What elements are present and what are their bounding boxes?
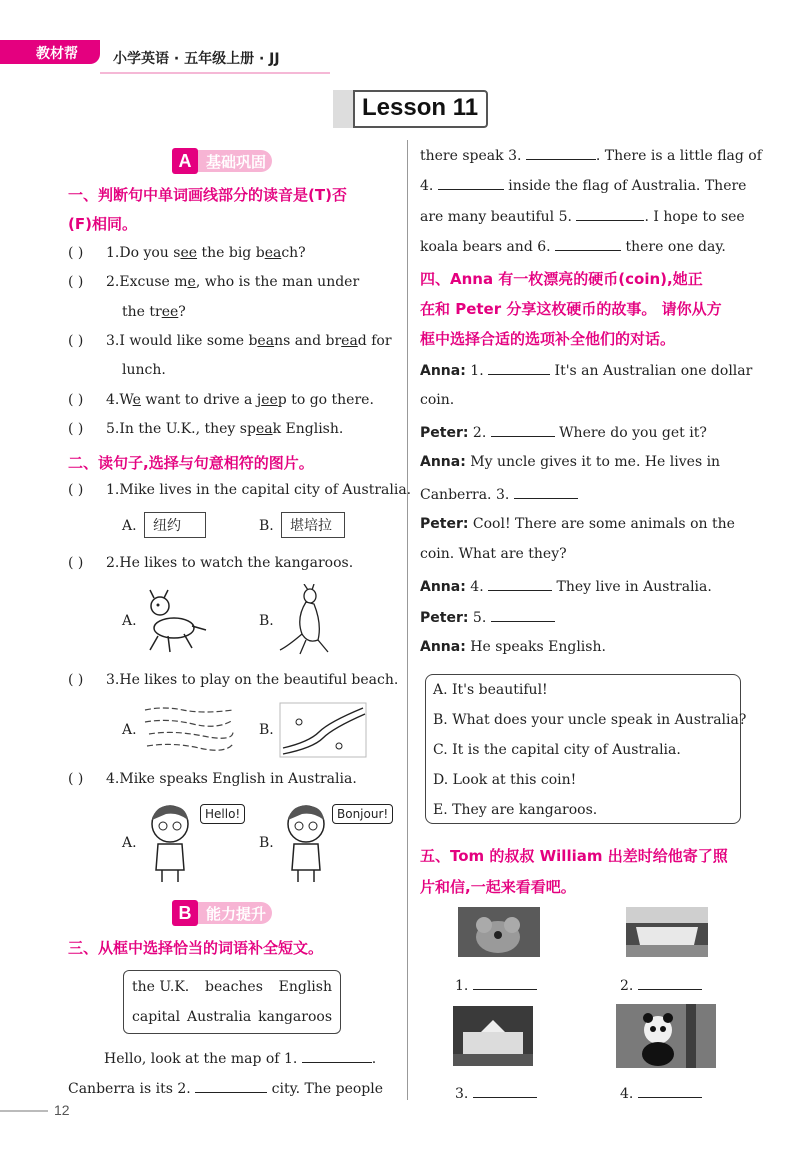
blank-6[interactable] — [555, 237, 621, 251]
q2-item-3: ( ) 3.He likes to play on the beautiful beach. — [68, 672, 399, 688]
book-tag: 教材帮 — [0, 40, 100, 64]
q4-title-line1: 四、Anna 有一枚漂亮的硬币(coin),她正 — [420, 270, 703, 288]
page-number: 12 — [54, 1102, 70, 1118]
passage-line-4: 4. inside the flag of Australia. There — [420, 178, 747, 194]
q1-item-5: ( ) 5.In the U.K., they speak English. — [68, 421, 344, 437]
panda-photo[interactable] — [616, 1004, 716, 1068]
q2-3-option-a-label: A. — [122, 722, 137, 738]
word-option: Australia — [186, 1009, 252, 1025]
word-option: the U.K. — [132, 979, 190, 995]
q2-1-option-b-label: B. — [259, 518, 274, 534]
koala-photo[interactable] — [458, 907, 540, 957]
passage-line-3: there speak 3. . There is a little flag of — [420, 148, 762, 164]
dialog-blank-5[interactable] — [491, 608, 555, 622]
hello-speech-bubble: Hello! — [200, 804, 245, 824]
white-house-photo[interactable] — [453, 1006, 533, 1066]
dialog-line-1-cont: coin. — [420, 392, 455, 408]
lesson-title: Lesson 11 — [362, 94, 479, 121]
dialog-line-6: Peter: 5. — [420, 608, 555, 626]
q2-3-option-b-label: B. — [259, 722, 274, 738]
blank-5[interactable] — [576, 207, 644, 221]
photo-blank-4[interactable] — [638, 1084, 702, 1098]
passage-line-2: Canberra is its 2. city. The people — [68, 1081, 384, 1097]
section-b-letter: B — [172, 900, 198, 926]
dialog-line-7: Anna: He speaks English. — [420, 639, 606, 655]
q2-1-option-a-box[interactable]: 纽约 — [144, 512, 206, 538]
word-bank-row-1 — [132, 979, 332, 995]
word-option: kangaroos — [258, 1009, 332, 1025]
answer-option-a: A. It's beautiful! — [433, 682, 548, 698]
passage-line-1: Hello, look at the map of 1. . — [104, 1051, 377, 1067]
q2-2-option-b-label: B. — [259, 613, 274, 629]
photo-blank-1[interactable] — [473, 976, 537, 990]
passage-line-5: are many beautiful 5. . I hope to see — [420, 209, 745, 225]
word-option: capital — [132, 1009, 181, 1025]
q2-4-option-b-label: B. — [259, 835, 274, 851]
q4-title-line2: 在和 Peter 分享这枚硬币的故事。 请你从方 — [420, 300, 722, 318]
dialog-blank-2[interactable] — [491, 423, 555, 437]
q4-title-line3: 框中选择合适的选项补全他们的对话。 — [420, 330, 676, 348]
blank-4[interactable] — [438, 176, 504, 190]
dialog-line-4: Peter: Cool! There are some animals on the — [420, 516, 735, 532]
q1-item-2-cont: the tree? — [122, 304, 186, 320]
word-bank-row-2 — [132, 1009, 332, 1025]
deer-illustration[interactable] — [140, 588, 212, 656]
answer-option-e: E. They are kangaroos. — [433, 802, 598, 818]
waterfall-photo[interactable] — [626, 907, 708, 957]
blank-2[interactable] — [195, 1079, 267, 1093]
q3-title: 三、从框中选择恰当的词语补全短文。 — [68, 939, 324, 957]
passage-line-6: koala bears and 6. there one day. — [420, 239, 726, 255]
page-number-line — [0, 1110, 48, 1112]
column-divider — [407, 140, 408, 1100]
q2-2-option-a-label: A. — [122, 613, 137, 629]
photo-label-3: 3. — [455, 1084, 537, 1102]
section-b-label: 能力提升 — [198, 902, 272, 924]
q1-item-1: ( ) 1.Do you see the big beach? — [68, 245, 306, 261]
boy-b-illustration[interactable] — [278, 800, 338, 884]
q2-4-option-a-label: A. — [122, 835, 137, 851]
answer-option-d: D. Look at this coin! — [433, 772, 577, 788]
blank-3[interactable] — [526, 146, 596, 160]
river-illustration[interactable] — [279, 702, 367, 758]
photo-blank-2[interactable] — [638, 976, 702, 990]
book-title: 小学英语 · 五年级上册 · JJ — [113, 51, 280, 67]
book-icon — [333, 90, 355, 128]
q2-item-2: ( ) 2.He likes to watch the kangaroos. — [68, 555, 354, 571]
word-option: beaches — [204, 979, 263, 995]
word-option: English — [278, 979, 332, 995]
photo-blank-3[interactable] — [473, 1084, 537, 1098]
beach-illustration[interactable] — [143, 704, 235, 756]
section-a-letter: A — [172, 148, 198, 174]
dialog-line-5: Anna: 4. They live in Australia. — [420, 579, 712, 595]
section-a-label: 基础巩固 — [198, 150, 272, 172]
q2-1-option-a-label: A. — [122, 518, 137, 534]
q1-title-line1: 一、判断句中单词画线部分的读音是(T)否 — [68, 186, 347, 204]
dialog-line-3-cont: Canberra. 3. — [420, 485, 578, 503]
q1-item-2: ( ) 2.Excuse me, who is the man under — [68, 274, 360, 290]
dialog-blank-1[interactable] — [488, 361, 550, 375]
answer-option-c: C. It is the capital city of Australia. — [433, 742, 681, 758]
header-underline — [100, 72, 330, 74]
q2-1-option-b-box[interactable]: 堪培拉 — [281, 512, 345, 538]
dialog-line-4-cont: coin. What are they? — [420, 546, 567, 562]
q5-title-line2: 片和信,一起来看看吧。 — [420, 878, 576, 896]
dialog-line-2: Peter: 2. Where do you get it? — [420, 425, 707, 441]
q1-item-4: ( ) 4.We want to drive a jeep to go there. — [68, 392, 374, 408]
q2-title: 二、读句子,选择与句意相符的图片。 — [68, 454, 314, 472]
photo-label-2: 2. — [620, 976, 702, 994]
bonjour-speech-bubble: Bonjour! — [332, 804, 393, 824]
dialog-blank-4[interactable] — [488, 577, 552, 591]
blank-1[interactable] — [302, 1049, 372, 1063]
q1-title-line2: (F)相同。 — [68, 215, 137, 233]
q2-item-4: ( ) 4.Mike speaks English in Australia. — [68, 771, 357, 787]
answer-option-b: B. What does your uncle speak in Australia? — [433, 712, 747, 728]
q1-item-3-cont: lunch. — [122, 362, 166, 378]
photo-label-1: 1. — [455, 976, 537, 994]
q1-item-3: ( ) 3.I would like some beans and bread for — [68, 333, 392, 349]
dialog-line-1: Anna: 1. It's an Australian one dollar — [420, 363, 753, 379]
boy-a-illustration[interactable] — [142, 800, 202, 884]
dialog-line-3: Anna: My uncle gives it to me. He lives in — [420, 454, 721, 470]
dialog-blank-3[interactable] — [514, 485, 578, 499]
photo-label-4: 4. — [620, 1084, 702, 1102]
q2-item-1: ( ) 1.Mike lives in the capital city of Australia. — [68, 482, 412, 498]
q5-title-line1: 五、Tom 的叔叔 William 出差时给他寄了照 — [420, 847, 728, 865]
kangaroo-illustration[interactable] — [278, 584, 342, 656]
